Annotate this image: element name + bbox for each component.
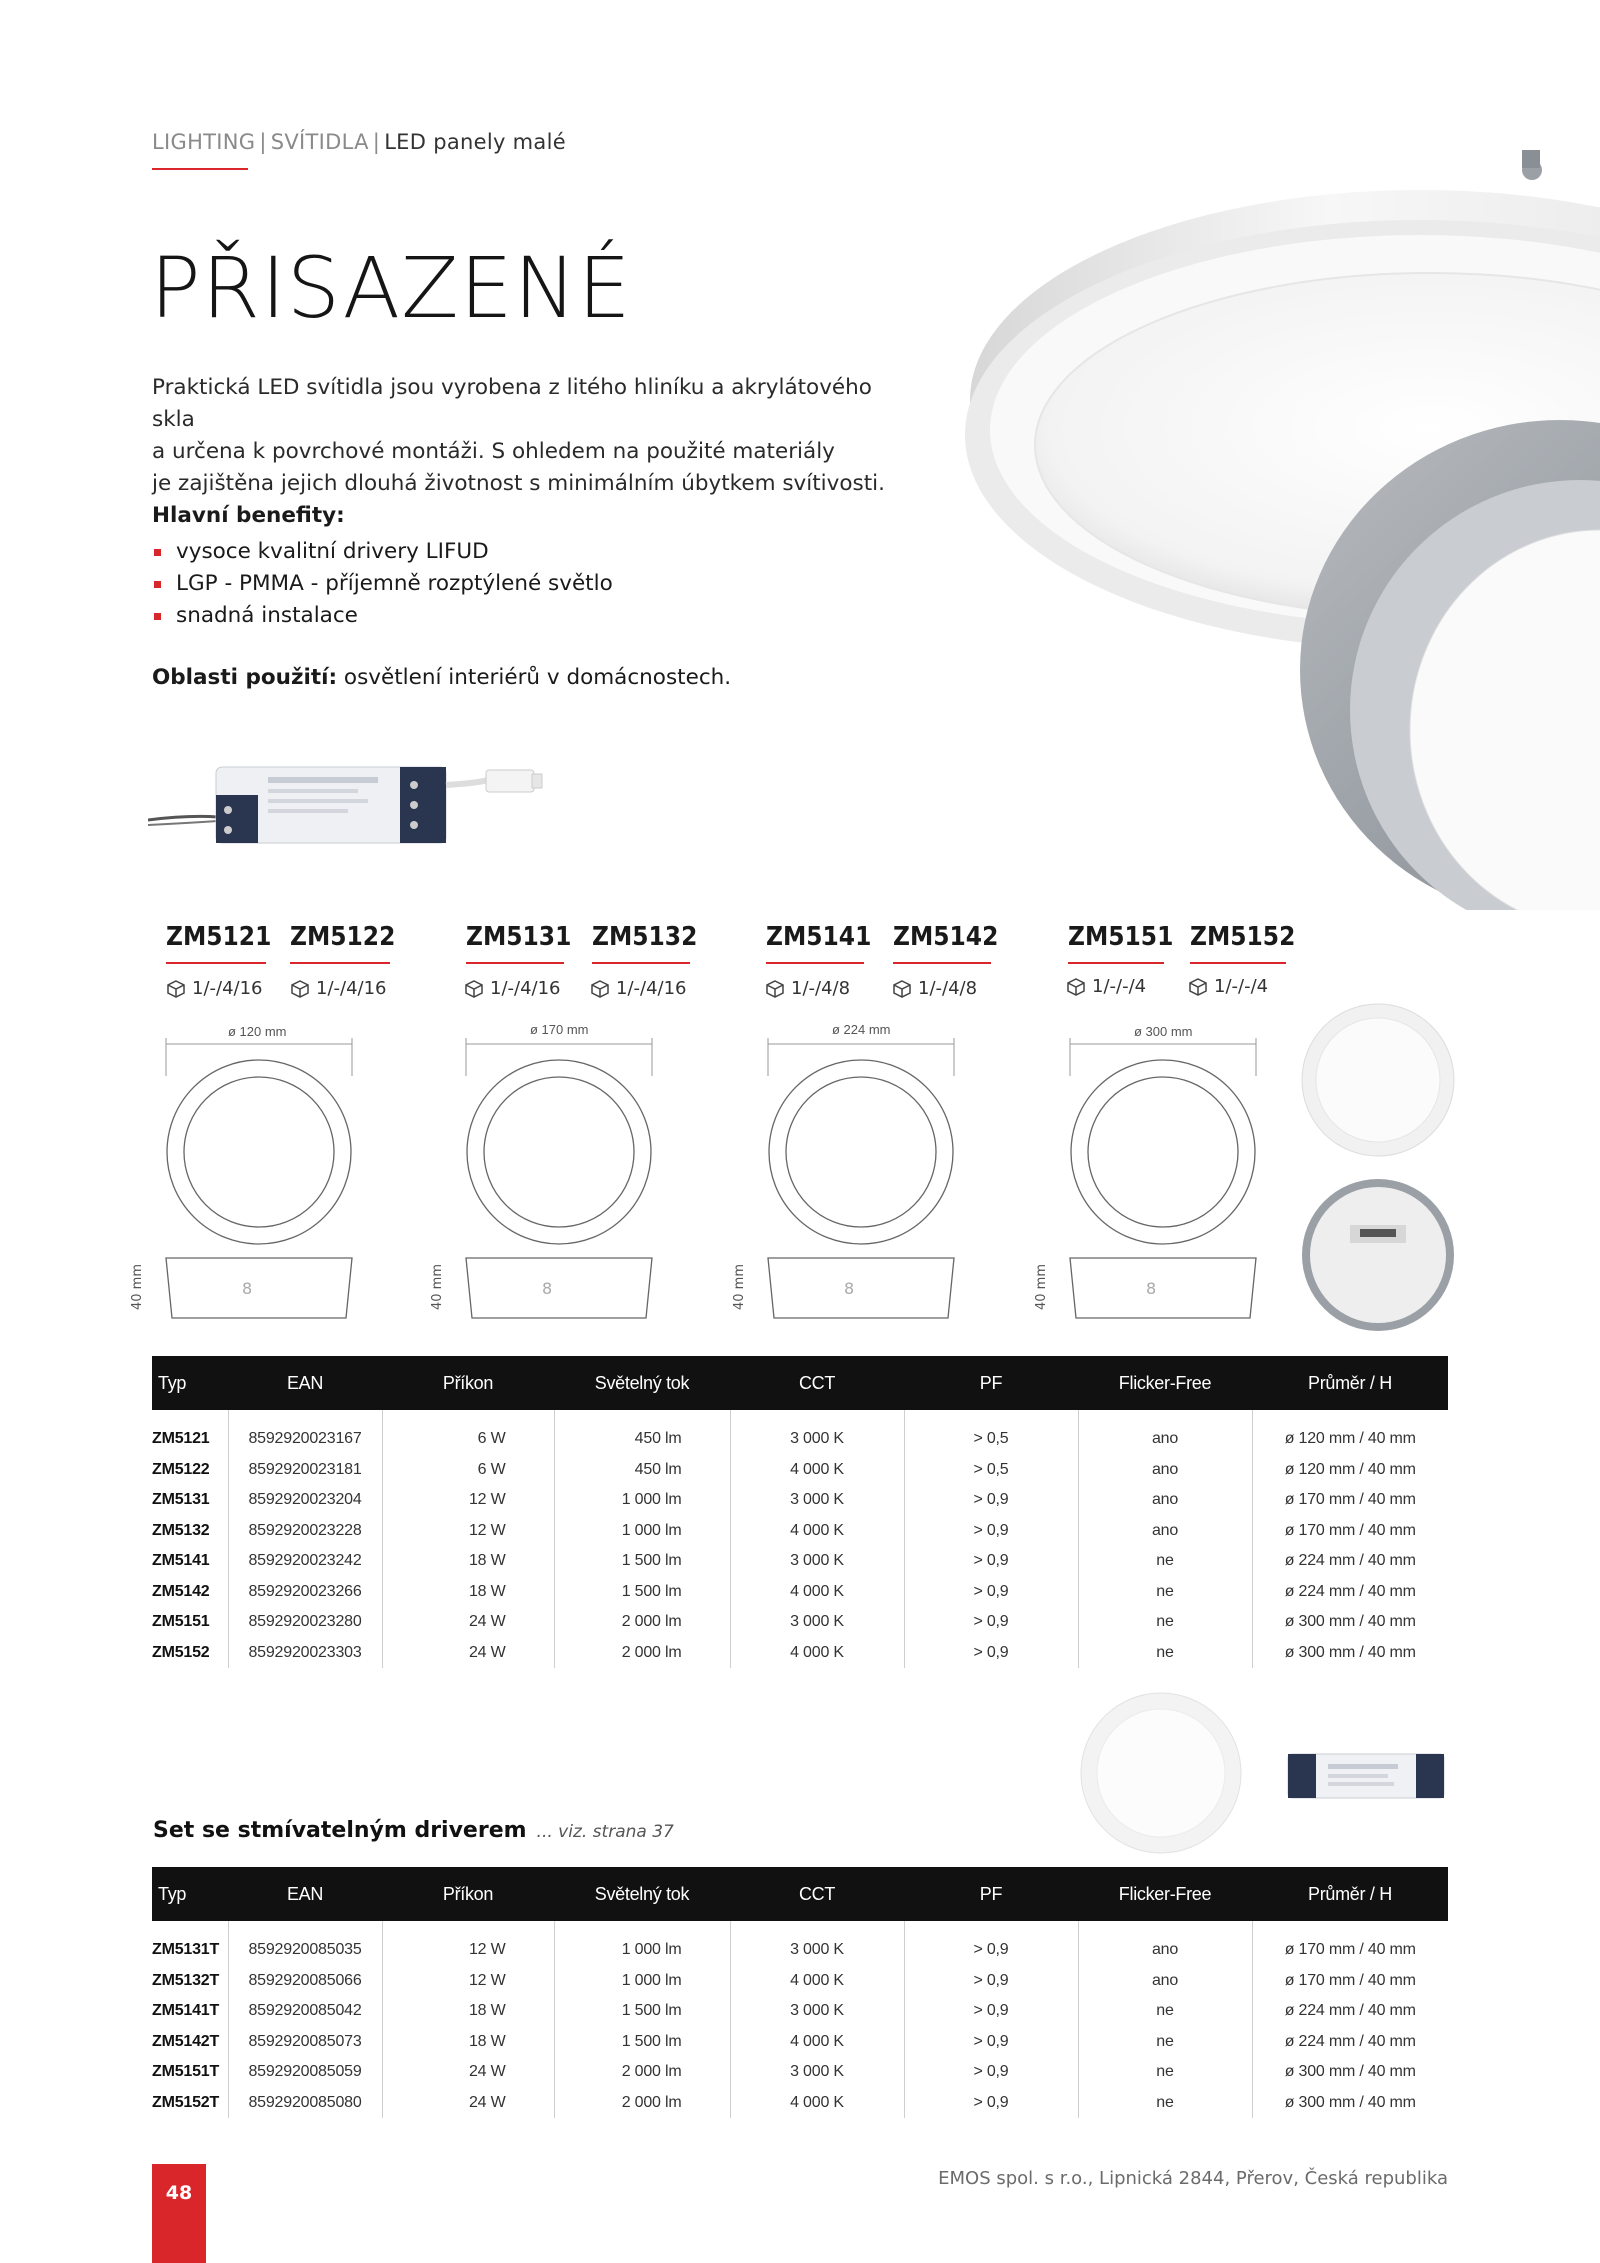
diameter-label: ø 170 mm [530, 1022, 589, 1037]
breadcrumb-lighting: LIGHTING [152, 130, 256, 154]
cell-prikon: 6 W [382, 1455, 554, 1486]
cell-prikon: 12 W [382, 1966, 554, 1997]
svg-text:8: 8 [542, 1279, 553, 1298]
intro-text [152, 372, 912, 500]
cell-pf: > 0,9 [904, 1485, 1078, 1516]
cell-ean: 8592920023303 [228, 1638, 382, 1669]
model-code: ZM5151 [1068, 922, 1174, 952]
benefits-list [152, 536, 613, 632]
page-number: 48 [152, 2164, 206, 2263]
header-ean: EAN [228, 1356, 382, 1410]
table-header-row [152, 1867, 1448, 1921]
cell-typ: ZM5141 [152, 1552, 210, 1570]
header-svetelny-tok: Světelný tok [554, 1356, 730, 1410]
breadcrumb-underline [152, 168, 248, 170]
cell-pf: > 0,9 [904, 2057, 1078, 2088]
cell-prumer: ø 224 mm / 40 mm [1252, 1546, 1448, 1577]
cell-prumer: ø 120 mm / 40 mm [1252, 1455, 1448, 1486]
panel-back-photo [1298, 1175, 1458, 1335]
packaging-value: 1/-/-/4 [1214, 976, 1269, 997]
dimmable-spec-table [152, 1867, 1448, 2118]
box-icon [290, 979, 310, 999]
cell-svetelny-tok: 1 000 lm [554, 1485, 730, 1516]
cell-typ: ZM5152 [152, 1643, 210, 1661]
cell-flicker-free: ne [1078, 2027, 1252, 2058]
header-prumer: Průměr / H [1252, 1867, 1448, 1921]
intro-line: je zajištěna jejich dlouhá životnost s minimálním úbytkem svítivosti. [152, 471, 885, 496]
cell-typ: ZM5131 [152, 1491, 210, 1509]
packaging-value: 1/-/4/16 [192, 978, 263, 999]
packaging-value: 1/-/4/8 [791, 978, 851, 999]
cell-ean: 8592920023167 [228, 1410, 382, 1455]
model-code: ZM5141 [766, 922, 872, 952]
cell-prumer: ø 224 mm / 40 mm [1252, 1577, 1448, 1608]
cell-svetelny-tok: 1 000 lm [554, 1921, 730, 1966]
cell-flicker-free: ne [1078, 1577, 1252, 1608]
led-driver-image [148, 755, 558, 855]
packaging-info [1066, 976, 1146, 997]
cell-svetelny-tok: 450 lm [554, 1455, 730, 1486]
cell-pf: > 0,5 [904, 1410, 1078, 1455]
table-row [152, 1577, 1448, 1608]
cell-typ: ZM5131T [152, 1941, 220, 1959]
packaging-value: 1/-/4/16 [490, 978, 561, 999]
cell-svetelny-tok: 1 500 lm [554, 2027, 730, 2058]
cell-svetelny-tok: 2 000 lm [554, 2057, 730, 2088]
cell-typ: ZM5142 [152, 1582, 210, 1600]
cell-cct: 3 000 K [730, 1410, 904, 1455]
cell-flicker-free: ne [1078, 1996, 1252, 2027]
cell-ean: 8592920023204 [228, 1485, 382, 1516]
cell-pf: > 0,9 [904, 1516, 1078, 1547]
usage-value: osvětlení interiérů v domácnostech. [337, 665, 732, 690]
benefit-item: vysoce kvalitní drivery LIFUD [152, 536, 613, 568]
breadcrumb-separator: | [259, 130, 267, 154]
box-icon [590, 979, 610, 999]
cell-svetelny-tok: 2 000 lm [554, 1607, 730, 1638]
cell-cct: 3 000 K [730, 1485, 904, 1516]
panel-front-photo [1298, 1000, 1458, 1160]
cell-ean: 8592920023242 [228, 1546, 382, 1577]
cell-ean: 8592920085066 [228, 1966, 382, 1997]
cell-svetelny-tok: 450 lm [554, 1410, 730, 1455]
cell-prikon: 18 W [382, 1577, 554, 1608]
spec-table [152, 1356, 1448, 1668]
page-title: PŘISAZENÉ [150, 239, 632, 337]
table-body [152, 1921, 1448, 2118]
diameter-label: ø 300 mm [1134, 1024, 1193, 1039]
svg-text:8: 8 [844, 1279, 855, 1298]
breadcrumb-current: LED panely malé [384, 130, 566, 154]
cell-prumer: ø 224 mm / 40 mm [1252, 2027, 1448, 2058]
set-title-text: Set se stmívatelným driverem [153, 1818, 527, 1843]
benefits-heading: Hlavní benefity: [152, 503, 345, 528]
cell-svetelny-tok: 1 000 lm [554, 1966, 730, 1997]
table-row [152, 2027, 1448, 2058]
model-underline [1068, 962, 1164, 964]
model-underline [166, 962, 266, 964]
cell-prikon: 24 W [382, 1607, 554, 1638]
cell-prumer: ø 224 mm / 40 mm [1252, 1996, 1448, 2027]
intro-line: a určena k povrchové montáži. S ohledem na použité materiály [152, 439, 835, 464]
cell-prikon: 12 W [382, 1485, 554, 1516]
cell-svetelny-tok: 1 000 lm [554, 1516, 730, 1547]
cell-flicker-free: ne [1078, 1546, 1252, 1577]
header-prikon: Příkon [382, 1867, 554, 1921]
cell-svetelny-tok: 1 500 lm [554, 1996, 730, 2027]
table-row [152, 1516, 1448, 1547]
cell-typ: ZM5141T [152, 2002, 220, 2020]
cell-ean: 8592920085059 [228, 2057, 382, 2088]
cell-cct: 3 000 K [730, 1996, 904, 2027]
box-icon [166, 979, 186, 999]
set-section-title [153, 1818, 674, 1843]
cell-typ: ZM5132 [152, 1521, 210, 1539]
packaging-info [1188, 976, 1268, 997]
cell-prikon: 6 W [382, 1410, 554, 1455]
header-cct: CCT [730, 1867, 904, 1921]
cell-ean: 8592920085042 [228, 1996, 382, 2027]
header-prikon: Příkon [382, 1356, 554, 1410]
height-label: 40 mm [130, 1263, 145, 1310]
cell-typ: ZM5152T [152, 2093, 220, 2111]
cell-ean: 8592920085080 [228, 2088, 382, 2119]
cell-pf: > 0,9 [904, 1546, 1078, 1577]
table-header-row [152, 1356, 1448, 1410]
breadcrumb-separator: | [372, 130, 381, 154]
cell-ean: 8592920023228 [228, 1516, 382, 1547]
header-typ: Typ [152, 1356, 228, 1410]
cell-pf: > 0,9 [904, 1607, 1078, 1638]
table-row [152, 1996, 1448, 2027]
cell-cct: 4 000 K [730, 1516, 904, 1547]
model-code: ZM5122 [290, 922, 396, 952]
packaging-info [290, 978, 387, 999]
table-row [152, 2088, 1448, 2119]
header-prumer: Průměr / H [1252, 1356, 1448, 1410]
cell-ean: 8592920085035 [228, 1921, 382, 1966]
cell-flicker-free: ne [1078, 1607, 1252, 1638]
svg-text:8: 8 [1146, 1279, 1157, 1298]
usage-text [152, 665, 731, 690]
packaging-value: 1/-/4/16 [616, 978, 687, 999]
cell-flicker-free: ne [1078, 2057, 1252, 2088]
box-icon [765, 979, 785, 999]
cell-flicker-free: ano [1078, 1410, 1252, 1455]
packaging-value: 1/-/4/16 [316, 978, 387, 999]
model-code: ZM5121 [166, 922, 272, 952]
cell-cct: 4 000 K [730, 2088, 904, 2119]
cell-prumer: ø 170 mm / 40 mm [1252, 1921, 1448, 1966]
packaging-info [590, 978, 687, 999]
height-label: 40 mm [732, 1263, 747, 1310]
model-code: ZM5152 [1190, 922, 1296, 952]
cell-prikon: 12 W [382, 1921, 554, 1966]
header-flicker-free: Flicker-Free [1078, 1867, 1252, 1921]
svg-text:8: 8 [242, 1279, 253, 1298]
cell-cct: 3 000 K [730, 1921, 904, 1966]
packaging-value: 1/-/4/8 [918, 978, 978, 999]
header-pf: PF [904, 1867, 1078, 1921]
packaging-info [765, 978, 850, 999]
model-code: ZM5142 [893, 922, 999, 952]
cell-cct: 4 000 K [730, 2027, 904, 2058]
cell-cct: 3 000 K [730, 1607, 904, 1638]
set-page-reference: ... viz. strana 37 [536, 1822, 674, 1842]
cell-typ: ZM5122 [152, 1460, 210, 1478]
model-underline [766, 962, 864, 964]
header-typ: Typ [152, 1867, 228, 1921]
table-body [152, 1410, 1448, 1668]
cell-cct: 4 000 K [730, 1455, 904, 1486]
cell-typ: ZM5151 [152, 1613, 210, 1631]
box-icon [1066, 977, 1086, 997]
cell-prikon: 12 W [382, 1516, 554, 1547]
cell-prikon: 18 W [382, 1546, 554, 1577]
intro-line: Praktická LED svítidla jsou vyrobena z litého hliníku a akrylátového skla [152, 375, 872, 432]
table-row [152, 1966, 1448, 1997]
cell-typ: ZM5132T [152, 1971, 220, 1989]
model-underline [1190, 962, 1286, 964]
cell-typ: ZM5151T [152, 2063, 220, 2081]
drawing-zm512x [160, 1036, 360, 1326]
height-label: 40 mm [430, 1263, 445, 1310]
cell-prikon: 24 W [382, 2057, 554, 2088]
cell-typ: ZM5142T [152, 2032, 220, 2050]
cell-flicker-free: ano [1078, 1516, 1252, 1547]
packaging-value: 1/-/-/4 [1092, 976, 1147, 997]
box-icon [1188, 977, 1208, 997]
benefit-item: snadná instalace [152, 600, 613, 632]
dimmable-panel-photo [1078, 1690, 1244, 1856]
header-cct: CCT [730, 1356, 904, 1410]
table-row [152, 1485, 1448, 1516]
cell-cct: 4 000 K [730, 1638, 904, 1669]
cell-pf: > 0,9 [904, 1577, 1078, 1608]
table-row [152, 1455, 1448, 1486]
table-row [152, 1546, 1448, 1577]
cell-typ: ZM5121 [152, 1430, 210, 1448]
ceiling-light-photo [860, 150, 1600, 910]
cell-prumer: ø 170 mm / 40 mm [1252, 1516, 1448, 1547]
cell-pf: > 0,9 [904, 2088, 1078, 2119]
cell-pf: > 0,9 [904, 1996, 1078, 2027]
cell-flicker-free: ne [1078, 2088, 1252, 2119]
cell-flicker-free: ano [1078, 1921, 1252, 1966]
cell-pf: > 0,5 [904, 1455, 1078, 1486]
cell-pf: > 0,9 [904, 1921, 1078, 1966]
model-code: ZM5132 [592, 922, 698, 952]
drawing-zm515x [1064, 1036, 1264, 1326]
footer-address: EMOS spol. s r.o., Lipnická 2844, Přerov, Česká republika [938, 2168, 1448, 2189]
cell-prumer: ø 300 mm / 40 mm [1252, 2088, 1448, 2119]
header-ean: EAN [228, 1867, 382, 1921]
cell-prumer: ø 170 mm / 40 mm [1252, 1485, 1448, 1516]
cell-svetelny-tok: 1 500 lm [554, 1546, 730, 1577]
drawing-zm514x [762, 1036, 962, 1326]
drawing-zm513x [460, 1036, 660, 1326]
packaging-info [464, 978, 561, 999]
model-underline [893, 962, 991, 964]
cell-prumer: ø 300 mm / 40 mm [1252, 1638, 1448, 1669]
cell-svetelny-tok: 1 500 lm [554, 1577, 730, 1608]
packaging-info [166, 978, 263, 999]
cell-ean: 8592920023266 [228, 1577, 382, 1608]
table-row [152, 1921, 1448, 1966]
cell-prumer: ø 170 mm / 40 mm [1252, 1966, 1448, 1997]
benefit-item: LGP - PMMA - příjemně rozptýlené světlo [152, 568, 613, 600]
model-underline [592, 962, 690, 964]
cell-ean: 8592920023181 [228, 1455, 382, 1486]
table-row [152, 1638, 1448, 1669]
cell-pf: > 0,9 [904, 1966, 1078, 1997]
dimmable-driver-photo [1286, 1748, 1446, 1804]
diameter-label: ø 224 mm [832, 1022, 891, 1037]
cell-flicker-free: ne [1078, 1638, 1252, 1669]
packaging-info [892, 978, 977, 999]
cell-prikon: 18 W [382, 1996, 554, 2027]
cell-svetelny-tok: 2 000 lm [554, 1638, 730, 1669]
cell-cct: 3 000 K [730, 1546, 904, 1577]
height-label: 40 mm [1034, 1263, 1049, 1310]
model-underline [290, 962, 390, 964]
table-row [152, 1410, 1448, 1455]
cell-cct: 4 000 K [730, 1577, 904, 1608]
box-icon [464, 979, 484, 999]
cell-prikon: 24 W [382, 1638, 554, 1669]
header-svetelny-tok: Světelný tok [554, 1867, 730, 1921]
cell-prikon: 24 W [382, 2088, 554, 2119]
cell-prumer: ø 120 mm / 40 mm [1252, 1410, 1448, 1455]
cell-cct: 3 000 K [730, 2057, 904, 2088]
cell-ean: 8592920085073 [228, 2027, 382, 2058]
cell-flicker-free: ano [1078, 1455, 1252, 1486]
cell-ean: 8592920023280 [228, 1607, 382, 1638]
model-code: ZM5131 [466, 922, 572, 952]
cell-flicker-free: ano [1078, 1966, 1252, 1997]
breadcrumb [152, 130, 566, 154]
usage-label: Oblasti použití: [152, 665, 338, 690]
cell-prumer: ø 300 mm / 40 mm [1252, 1607, 1448, 1638]
cell-prumer: ø 300 mm / 40 mm [1252, 2057, 1448, 2088]
breadcrumb-svitidla: SVÍTIDLA [270, 130, 369, 154]
table-row [152, 2057, 1448, 2088]
cell-svetelny-tok: 2 000 lm [554, 2088, 730, 2119]
cell-cct: 4 000 K [730, 1966, 904, 1997]
cell-prikon: 18 W [382, 2027, 554, 2058]
header-flicker-free: Flicker-Free [1078, 1356, 1252, 1410]
header-pf: PF [904, 1356, 1078, 1410]
table-row [152, 1607, 1448, 1638]
diameter-label: ø 120 mm [228, 1024, 287, 1039]
cell-flicker-free: ano [1078, 1485, 1252, 1516]
model-underline [466, 962, 564, 964]
cell-pf: > 0,9 [904, 1638, 1078, 1669]
box-icon [892, 979, 912, 999]
cell-pf: > 0,9 [904, 2027, 1078, 2058]
